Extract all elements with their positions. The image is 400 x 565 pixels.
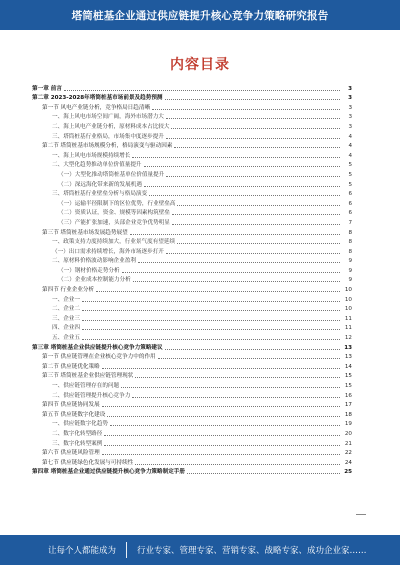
toc-entry[interactable] xyxy=(32,236,352,246)
toc-entry[interactable] xyxy=(32,456,352,466)
toc-entry[interactable] xyxy=(32,92,352,102)
toc-page-number: 22 xyxy=(344,450,352,457)
toc-entry[interactable] xyxy=(32,255,352,265)
toc-dot-leader xyxy=(82,339,340,340)
toc-entry-title: 三、塔筒桩基行业壁垒分析与格局演变 xyxy=(52,191,148,198)
toc-dot-leader xyxy=(138,262,340,263)
toc-entry[interactable] xyxy=(32,322,352,332)
toc-entry-title: 第三节 塔筒桩基企业供应链管理现状 xyxy=(42,373,134,380)
toc-entry[interactable] xyxy=(32,197,352,207)
toc-entry[interactable] xyxy=(32,447,352,457)
toc-page-number: 5 xyxy=(348,162,352,169)
toc-entry-title: （一）运输半径限制下的区位优势，行业壁垒高 xyxy=(58,200,176,207)
toc-entry[interactable] xyxy=(32,216,352,226)
toc-dot-leader xyxy=(177,243,340,244)
page-mark xyxy=(356,514,366,515)
toc-dot-leader xyxy=(82,320,340,321)
toc-page-number: 11 xyxy=(344,325,352,332)
toc-entry-title: 第一节 供应链管理在企业核心竞争力中的作用 xyxy=(42,354,156,361)
toc-dot-leader xyxy=(122,272,340,273)
toc-dot-leader xyxy=(135,464,340,465)
toc-dot-leader xyxy=(158,358,340,359)
toc-entry[interactable] xyxy=(32,178,352,188)
toc-entry-title: 第一章 前言 xyxy=(32,85,62,92)
toc-dot-leader xyxy=(171,128,340,129)
toc-entry[interactable] xyxy=(32,370,352,380)
toc-entry[interactable] xyxy=(32,140,352,150)
toc-dot-leader xyxy=(82,329,340,330)
header-banner xyxy=(0,0,400,30)
toc-entry[interactable] xyxy=(32,245,352,255)
toc-dot-leader xyxy=(166,118,340,119)
toc-dot-leader xyxy=(110,425,340,426)
toc-entry[interactable] xyxy=(32,264,352,274)
toc-page-number: 6 xyxy=(348,191,352,198)
toc-page-number: 11 xyxy=(344,315,352,322)
toc-entry-title: 五、企业五 xyxy=(52,335,80,342)
toc-page-number: 3 xyxy=(348,123,352,130)
toc-dot-leader xyxy=(133,281,340,282)
toc-entry-title: 第三章 塔筒桩基企业供应链提升核心竞争力策略建议 xyxy=(32,344,163,351)
toc-dot-leader xyxy=(104,445,340,446)
toc-page-number: 3 xyxy=(348,114,352,121)
toc-entry[interactable] xyxy=(32,341,352,351)
toc-entry[interactable] xyxy=(32,303,352,313)
toc-dot-leader xyxy=(166,138,340,139)
report-title: 塔筒桩基企业通过供应链提升核心竞争力策略研究报告 xyxy=(71,9,329,22)
footer-slogan: 让每个人都能成为 xyxy=(48,546,117,556)
toc-dot-leader xyxy=(132,157,340,158)
toc-entry[interactable] xyxy=(32,159,352,169)
toc-dot-leader xyxy=(187,473,340,474)
toc-page-number: 10 xyxy=(344,287,352,294)
footer-divider xyxy=(126,542,127,558)
toc-page-number: 13 xyxy=(344,344,352,351)
toc-entry-title: （二）企业成本控制能力分析 xyxy=(58,277,131,284)
toc-dot-leader xyxy=(172,224,340,225)
toc-dot-leader xyxy=(104,435,340,436)
toc-dot-leader xyxy=(102,406,340,407)
toc-entry[interactable] xyxy=(32,408,352,418)
footer-banner xyxy=(0,535,400,565)
toc-entry-title: （一）钢材价格走势分析 xyxy=(58,267,120,274)
toc-entry-title: 一、供应链管理存在的问题 xyxy=(52,383,120,389)
toc-dot-leader xyxy=(166,253,340,254)
toc-page-number: 18 xyxy=(344,411,352,418)
table-of-contents xyxy=(32,82,352,475)
toc-entry-title: 第五节 供应链数字化建设 xyxy=(42,411,106,418)
toc-entry-title: 第二章 2023-2028年塔筒桩基市场前景及趋势预测 xyxy=(32,95,163,102)
toc-entry[interactable] xyxy=(32,120,352,130)
toc-page-number: 16 xyxy=(344,392,352,399)
toc-entry-title: 一、政策支持力度持续加大，行业景气度有望延续 xyxy=(52,239,176,246)
toc-entry[interactable] xyxy=(32,111,352,121)
toc-dot-leader xyxy=(132,397,340,398)
toc-entry-title: 四、企业四 xyxy=(52,325,80,332)
toc-dot-leader xyxy=(165,349,340,350)
toc-dot-leader xyxy=(152,109,340,110)
toc-entry-title: （一）大型化推动塔筒桩基单位价值量提升 xyxy=(58,171,165,178)
toc-entry-title: 三、数字化转型案例 xyxy=(52,440,103,447)
toc-page-number: 5 xyxy=(348,181,352,188)
toc-dot-leader xyxy=(177,205,340,206)
toc-page-number: 6 xyxy=(348,210,352,217)
toc-entry-title: 第四章 塔筒桩基企业通过供应链提升核心竞争力策略制定手册 xyxy=(32,469,185,476)
toc-page-number: 15 xyxy=(344,383,352,389)
toc-entry-title: 二、供应链管理提升核心竞争力 xyxy=(52,392,131,399)
toc-entry[interactable] xyxy=(32,331,352,341)
toc-entry[interactable] xyxy=(32,168,352,178)
toc-entry-title: 第四节 供应链协同发展 xyxy=(42,402,100,409)
toc-page-number: 21 xyxy=(344,440,352,447)
toc-entry[interactable] xyxy=(32,130,352,140)
toc-page-number: 19 xyxy=(344,421,352,428)
toc-entry[interactable] xyxy=(32,82,352,92)
toc-dot-leader xyxy=(149,195,340,196)
toc-page-number: 17 xyxy=(344,402,352,409)
toc-entry[interactable] xyxy=(32,379,352,389)
toc-entry[interactable] xyxy=(32,274,352,284)
toc-dot-leader xyxy=(144,166,340,167)
toc-dot-leader xyxy=(166,176,340,177)
toc-entry-title: （一）出口需求持续增长，海外市场逐步打开 xyxy=(52,248,164,255)
toc-dot-leader xyxy=(121,387,340,388)
toc-entry[interactable] xyxy=(32,427,352,437)
toc-page-number: 14 xyxy=(344,363,352,370)
toc-entry-title: （二）资质认证，资金、规模等因素构筑壁垒 xyxy=(58,210,170,217)
toc-entry[interactable] xyxy=(32,207,352,217)
toc-page-number: 4 xyxy=(348,133,352,140)
toc-page-number: 10 xyxy=(344,306,352,313)
toc-entry-title: 第六节 供应链风险管理 xyxy=(42,450,100,457)
toc-entry-title: 第四节 行业企业分析 xyxy=(42,287,95,294)
toc-entry[interactable] xyxy=(32,418,352,428)
toc-entry-title: 二、海上风电产业链分析，原材料成本占比较大 xyxy=(52,123,170,130)
toc-dot-leader xyxy=(82,310,340,311)
toc-entry-title: 第二节 塔筒桩基市场规模分析，格局演变与驱动因素 xyxy=(42,143,173,150)
toc-page-number: 8 xyxy=(348,248,352,255)
toc-entry-title: 二、数字化转型路径 xyxy=(52,430,103,437)
toc-page-number: 5 xyxy=(348,171,352,178)
toc-page-number: 10 xyxy=(344,296,352,303)
toc-dot-leader xyxy=(82,301,340,302)
toc-entry-title: 三、塔筒桩基行业格局，市场集中度逐步提升 xyxy=(52,133,164,140)
toc-entry-title: 第三节 塔筒桩基市场发展趋势展望 xyxy=(42,229,128,236)
toc-entry-title: 一、海上风电市场空间广阔，海外市场潜力大 xyxy=(52,114,164,121)
toc-entry[interactable] xyxy=(32,283,352,293)
toc-entry[interactable] xyxy=(32,399,352,409)
toc-page-number: 25 xyxy=(344,469,352,476)
toc-entry[interactable] xyxy=(32,188,352,198)
toc-page-number: 9 xyxy=(348,267,352,274)
toc-entry[interactable] xyxy=(32,293,352,303)
toc-page-number: 9 xyxy=(348,277,352,284)
toc-page-number: 3 xyxy=(348,95,352,102)
toc-entry-title: 一、企业一 xyxy=(52,296,80,303)
toc-dot-leader xyxy=(130,234,340,235)
toc-dot-leader xyxy=(102,368,340,369)
toc-page-number: 8 xyxy=(348,229,352,236)
toc-page-number: 12 xyxy=(344,335,352,342)
toc-entry[interactable] xyxy=(32,149,352,159)
toc-entry[interactable] xyxy=(32,389,352,399)
toc-entry[interactable] xyxy=(32,312,352,322)
toc-page-number: 15 xyxy=(344,373,352,380)
toc-page-number: 13 xyxy=(344,354,352,361)
toc-page-number: 6 xyxy=(348,200,352,207)
toc-entry-title: 三、企业三 xyxy=(52,315,80,322)
toc-entry-title: 一、供应链数字化趋势 xyxy=(52,421,108,428)
toc-entry[interactable] xyxy=(32,226,352,236)
toc-dot-leader xyxy=(144,186,340,187)
toc-page-number: 3 xyxy=(348,85,352,92)
toc-page-number: 24 xyxy=(344,459,352,466)
toc-page-number: 4 xyxy=(348,143,352,150)
toc-dot-leader xyxy=(172,214,340,215)
toc-entry-title: 第一节 风电产业链分析，竞争格局日趋清晰 xyxy=(42,104,151,111)
toc-page-number: 9 xyxy=(348,258,352,265)
toc-entry[interactable] xyxy=(32,466,352,476)
toc-page-number: 4 xyxy=(348,152,352,159)
toc-page-number: 7 xyxy=(348,219,352,226)
toc-entry-title: （二）深远海化带来新的发展机遇 xyxy=(58,181,142,188)
toc-entry-title: 二、大型化趋势推动单位价值量提升 xyxy=(52,162,142,169)
toc-dot-leader xyxy=(64,90,340,91)
toc-entry-title: 第七节 供应链绿色化发展与可持续性 xyxy=(42,459,134,466)
toc-entry-title: 二、原材料价格波动影响企业盈利 xyxy=(52,258,136,265)
toc-dot-leader xyxy=(96,291,340,292)
toc-entry[interactable] xyxy=(32,360,352,370)
toc-dot-leader xyxy=(102,454,340,455)
toc-dot-leader xyxy=(174,147,340,148)
toc-entry[interactable] xyxy=(32,351,352,361)
toc-page-number: 20 xyxy=(344,430,352,437)
footer-expert-list: 行业专家、管理专家、营销专家、战略专家、成功企业家…… xyxy=(137,546,367,556)
toc-page-number: 8 xyxy=(348,239,352,246)
toc-entry-title: 第二节 供应链优化策略 xyxy=(42,363,100,370)
toc-dot-leader xyxy=(135,377,340,378)
toc-page-number: 3 xyxy=(348,104,352,111)
toc-entry-title: （三）产能扩张加速，头部企业竞争优势明显 xyxy=(58,219,170,226)
toc-entry[interactable] xyxy=(32,101,352,111)
toc-dot-leader xyxy=(107,416,340,417)
toc-entry-title: 一、海上风电市场规模持续增长 xyxy=(52,152,131,159)
toc-heading: 内容目录 xyxy=(170,57,230,73)
toc-dot-leader xyxy=(165,99,340,100)
toc-entry-title: 二、企业二 xyxy=(52,306,80,313)
toc-entry[interactable] xyxy=(32,437,352,447)
